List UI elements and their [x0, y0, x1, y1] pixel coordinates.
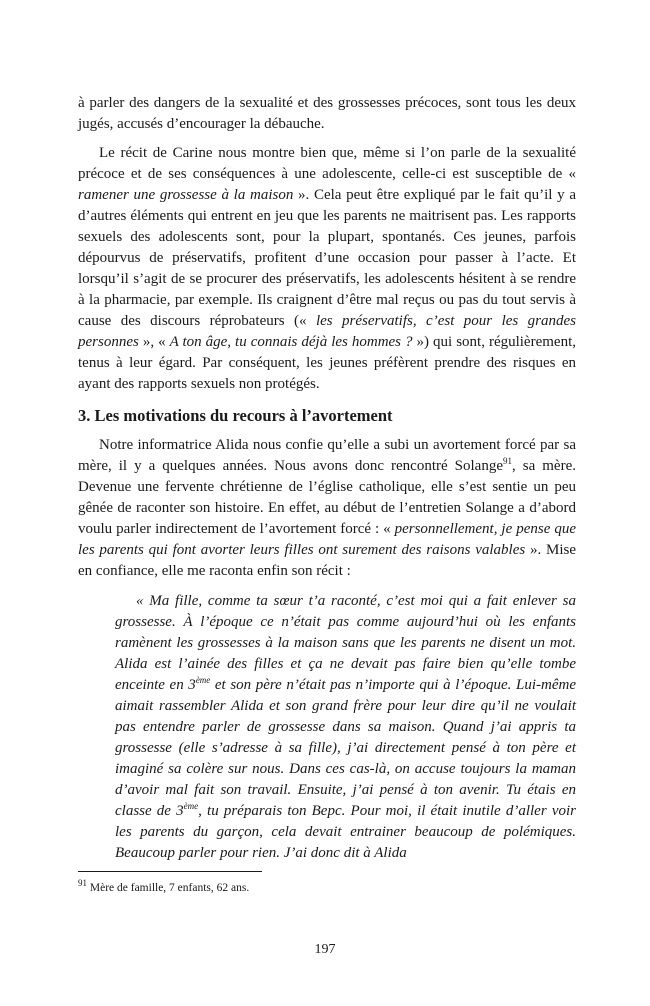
paragraph-alida: [78, 435, 576, 582]
text-run: ». Cela peut être expliqué par le fait qu’il y a d’autres éléments qui entrent en jeu que les parents ne maitrisent pas. Les rapports sexuels des adolescents sont, pour la plupart, spontanés. Ces jeunes, parfois dépourvus de préservatifs, profitent d’une occasion pour passer à l’acte. Et lorsqu’il s’agit de se procurer des préservatifs, les adolescents hésitent à se rendre à la pharmacie, par exemple. Ils craignent d’être mal reçus ou pas du tout servis à cause des discours réprobateurs («: [78, 187, 576, 329]
italic-quote: ramener une grossesse à la maison: [78, 187, 294, 203]
text-run: Le récit de Carine nous montre bien que, même si l’on parle de la sexualité précoce et de ses conséquences à une adolescente, celle-ci est susceptible de «: [78, 145, 576, 182]
text-run: « Ma fille, comme ta sœur t’a raconté, c’est moi qui a fait enlever sa grossesse. À l’époque ce n’était pas comme aujourd’hui où les enfants ramènent les grossesses à la maison sans que les parents ne disent un mot. Alida est l’ainée des filles et ça ne devait pas faire bien qu’elle tombe enceinte en 3: [115, 593, 576, 693]
superscript: ème: [195, 675, 211, 685]
text-run: , sa mère. Devenue une fervente chrétienne de l’église catholique, elle s’est sentie un peu gênée de raconter son histoire. En effet, au début de l’entretien Solange a d’abord voulu parler indirectement de l’avortement forcé : «: [78, 458, 576, 537]
paragraph-continuation: à parler des dangers de la sexualité et des grossesses précoces, sont tous les deux jugés, accusés d’encourager la débauche.: [78, 95, 576, 132]
footnote-separator: [78, 871, 262, 872]
footnote-number: 91: [78, 878, 87, 889]
footnote-reference: 91: [503, 456, 512, 466]
footnote-text: Mère de famille, 7 enfants, 62 ans.: [87, 882, 250, 894]
text-run: », «: [138, 334, 170, 350]
text-run: , tu préparais ton Bepc. Pour moi, il était inutile d’aller voir les parents du garçon, cela devait entrainer beaucoup de polémiques. Beaucoup parler pour rien. J’ai donc dit à Alida: [115, 803, 576, 861]
text-run: et son père n’était pas n’importe qui à l’époque. Lui-même aimait rassembler Alida et son grand frère pour leur dire qu’il ne voulait pas entendre parler de grossesse dans sa maison. Quand j’ai appris ta grossesse (elle s’adresse à sa fille), j’ai directement pensé à ton père et imaginé sa colère sur nous. Dans ces cas-là, on accuse toujours la maman d’avoir mal fait son travail. Ensuite, j’ai pensé à ton avenir. Tu étais en classe de 3: [115, 677, 577, 819]
section-heading: 3. Les motivations du recours à l’avortement: [78, 406, 393, 425]
quote-paragraph: [115, 591, 576, 864]
text-run: Notre informatrice Alida nous confie qu’elle a subi un avortement forcé par sa mère, il y a quelques années. Nous avons donc rencontré Solange: [78, 437, 576, 474]
italic-quote: les préservatifs, c’est pour les grandes personnes: [78, 313, 576, 350]
block-quote: [115, 591, 576, 864]
text-run: ») qui sont, régulièrement, tenus à leur égard. Par conséquent, les jeunes préfèrent prendre des risques en ayant des rapports sexuels non protégés.: [78, 334, 576, 392]
paragraph-carine: [78, 143, 576, 395]
italic-quote: A ton âge, tu connais déjà les hommes ?: [169, 334, 413, 350]
text-run: ». Mise en confiance, elle me raconta enfin son récit :: [78, 542, 576, 579]
superscript: ème: [183, 801, 199, 811]
page-body: [78, 93, 576, 864]
page-number: 197: [314, 942, 336, 957]
italic-quote: personnellement, je pense que les parents qui font avorter leurs filles ont surement des raisons valables: [78, 521, 576, 558]
footnote: [78, 878, 250, 896]
